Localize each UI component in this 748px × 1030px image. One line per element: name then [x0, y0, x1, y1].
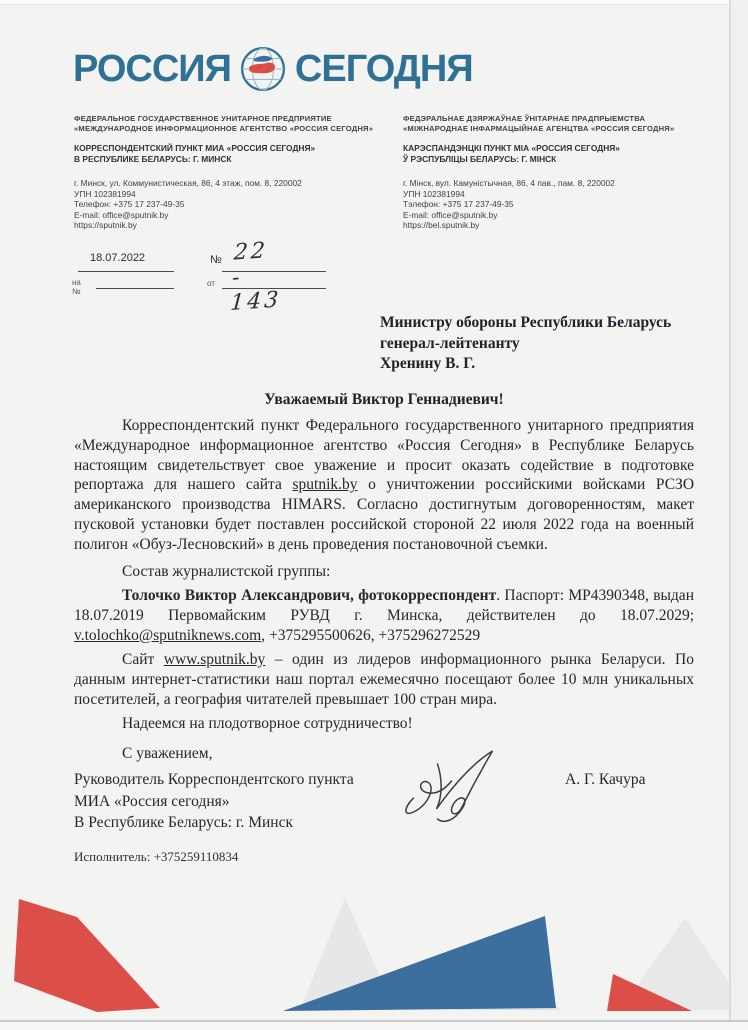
website-line: https://bel.sputnik.by [403, 220, 480, 230]
paragraph-site [74, 650, 694, 709]
org-name-line2: «МЕЖДУНАРОДНОЕ ИНФОРМАЦИОННОЕ АГЕНТСТВО «РОССИЯ СЕГОДНЯ» [74, 124, 374, 133]
addressee-block [380, 313, 671, 375]
address-line: г. Минск, ул. Коммунистическая, 86, 4 этаж, пом. 8, 220002 [74, 178, 302, 188]
scan-top-edge [0, 0, 748, 5]
logo-word-segodnya: СЕГОДНЯ [294, 47, 473, 90]
upn-line: УПН 102381994 [403, 188, 465, 199]
letterhead-russian [74, 114, 384, 231]
paragraph-request-text-a: Корреспондентский пункт Федерального государственного унитарного предприятия «Международное информационное агентство «Россия Сегодня» в Республике Беларусь настоящим свидетельствует свое уважение и просит оказать содействие в подготовке репортажа для нашего сайта [74, 417, 694, 494]
executor-line: Исполнитель: +375259110834 [74, 849, 239, 864]
upn-line: УПН 102381994 [74, 188, 136, 199]
paragraph-request [74, 416, 694, 555]
address-line: г. Мінск, вул. Камуністычная, 86, 4 пав., пам. 8, 220002 [403, 178, 615, 188]
reply-date-underline [222, 288, 326, 289]
date-underline [78, 271, 174, 272]
logo-word-rossiya: РОССИЯ [73, 47, 231, 90]
addressee-rank: генерал-лейтенанту [380, 334, 520, 352]
crew-member-name: Толочко Виктор Александрович, фотокорреспондент [122, 587, 497, 604]
signer-name: А. Г. Качура [565, 771, 646, 788]
closing-regards-line: С уважением, [122, 745, 213, 762]
letterhead-belarusian [403, 114, 723, 231]
signature-scribble [398, 748, 516, 826]
crew-passport-text: . Паспорт: МР4390348, выдан 18.07.2019 Первомайским РУВД г. Минска, действителен до 18.07.2029; [74, 587, 694, 624]
signer-title-line3: В Республике Беларусь: г. Минск [74, 814, 294, 831]
number-underline [222, 271, 326, 272]
dept-line1: КОРРЕСПОНДЕНТСКИЙ ПУНКТ МИА «РОССИЯ СЕГОДНЯ» [74, 143, 316, 153]
globe-icon [240, 46, 286, 92]
org-name-line1: ФЕДЭРАЛЬНАЕ ДЗЯРЖАЎНАЕ ЎНІТАРНАЕ ПРАДПРЫЕМСТВА [403, 114, 646, 123]
scan-bottom-edge [0, 1020, 748, 1030]
email-line: E-mail: office@sputnik.by [74, 209, 169, 220]
reply-number-underline [96, 288, 174, 289]
letter-number-handwritten: 22 - 143 [229, 238, 283, 317]
paragraph-crew [74, 586, 694, 645]
website-line: https://sputnik.by [74, 220, 137, 230]
crew-email-link[interactable]: v.tolochko@sputniknews.com [74, 626, 262, 644]
red-polygon [14, 899, 160, 1012]
salutation: Уважаемый Виктор Геннадиевич! [264, 391, 504, 408]
reply-from-label: от [207, 279, 215, 288]
crew-phones-text: , +375295500626, +375296272529 [261, 626, 481, 644]
email-line: E-mail: office@sputnik.by [403, 209, 498, 220]
site-text-a: Сайт [122, 651, 164, 668]
paragraph-request-text-b: о уничтожении российскими войсками РСЗО американского производства HIMARS. Согласно достигнутым договоренностям, макет пусковой установки будет поставлен российской стороной 22 июля 2022 года на военный полигон «Обуз-Лесновский» в день проведения постановочной съемки. [74, 476, 695, 553]
footer-decoration [0, 890, 748, 1030]
dept-line2: Ў РЭСПУБЛІЦЫ БЕЛАРУСЬ: Г. МІНСК [403, 154, 557, 164]
scan-right-edge [729, 0, 748, 1030]
signer-title-line2: МИА «Россия сегодня» [74, 792, 230, 810]
letter-date: 18.07.2022 [90, 252, 146, 264]
org-name-line2: «МІЖНАРОДНАЕ ІНФАРМАЦЫЙНАЕ АГЕНЦТВА «РОССИЯ СЕГОДНЯ» [403, 124, 675, 133]
agency-logo [73, 46, 473, 92]
phone-line: Тэлефон: +375 17 237-49-35 [403, 199, 514, 209]
crew-heading: Состав журналистской группы: [122, 563, 331, 580]
dept-line1: КАРЭСПАНДЭНЦКІ ПУНКТ МІА «РОССИЯ СЕГОДНЯ» [403, 143, 620, 153]
sputnik-site-link[interactable]: sputnik.by [292, 476, 358, 494]
number-sign-label: № [210, 254, 222, 266]
addressee-name: Хренину В. Г. [380, 355, 476, 372]
addressee-position: Министру обороны Республики Беларусь [380, 314, 672, 331]
reply-to-number-label: на № [72, 278, 81, 296]
www-sputnik-link[interactable]: www.sputnik.by [163, 651, 266, 668]
signer-title-line1: Руководитель Корреспондентского пункта [74, 771, 354, 788]
dept-line2: В РЕСПУБЛИКЕ БЕЛАРУСЬ: Г. МИНСК [74, 154, 232, 164]
signer-title-block [74, 769, 354, 834]
site-text-b: – один из лидеров информационного рынка Беларуси. По данным интернет-статистики наш портал ежемесячно посещают более 10 млн уникальных посетителей, а география читателей превышает 100 стран мира. [74, 651, 695, 708]
closing-hope-line: Надеемся на плодотворное сотрудничество! [122, 715, 413, 732]
org-name-line1: ФЕДЕРАЛЬНОЕ ГОСУДАРСТВЕННОЕ УНИТАРНОЕ ПРЕДПРИЯТИЕ [74, 114, 332, 123]
phone-line: Телефон: +375 17 237-49-35 [74, 199, 185, 209]
